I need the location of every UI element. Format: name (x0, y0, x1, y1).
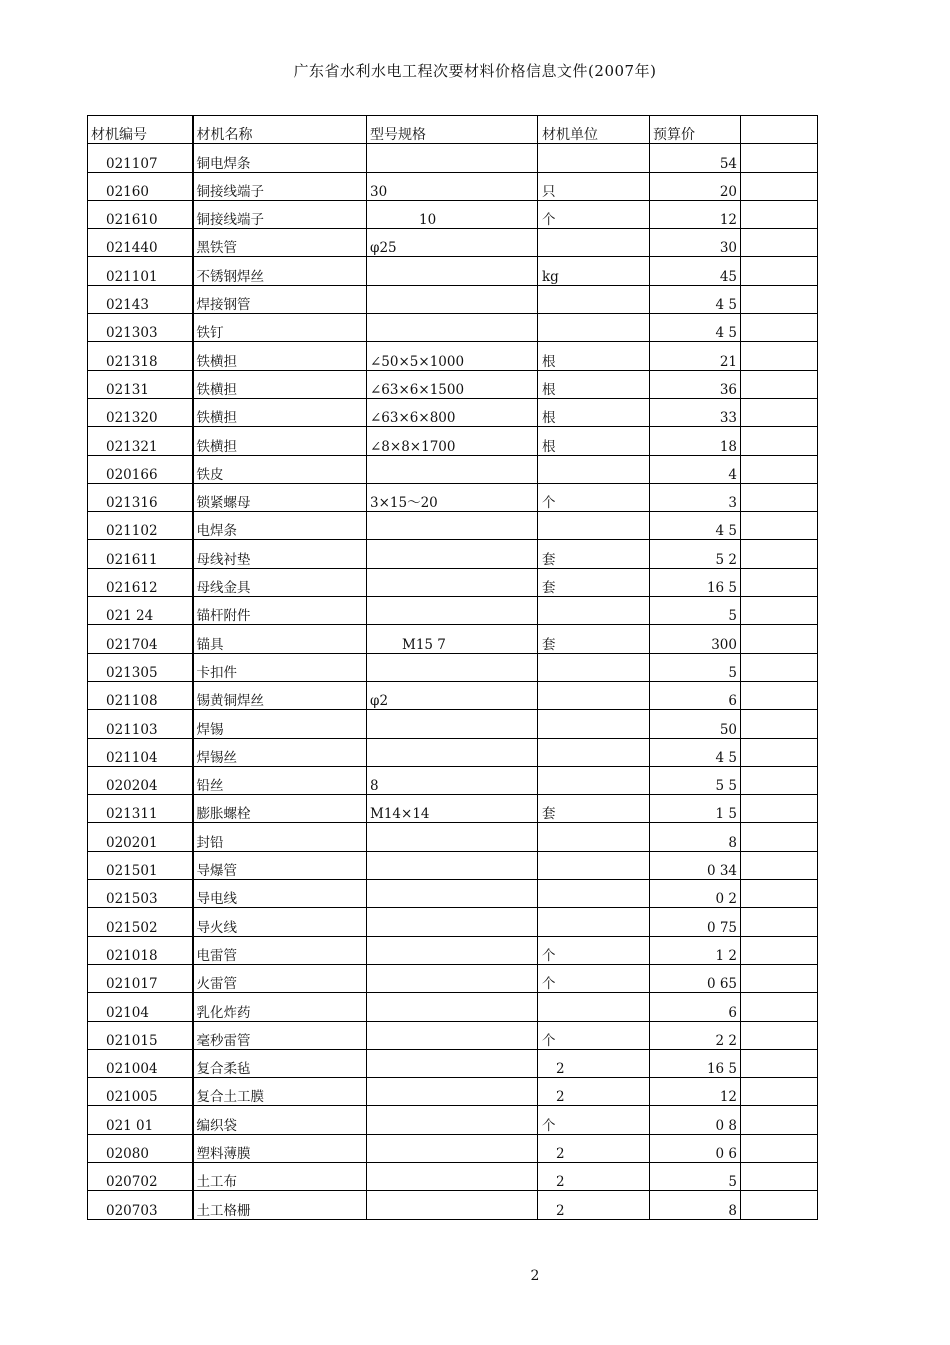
cell-code: 021316 (88, 483, 193, 511)
cell-spec (367, 710, 538, 738)
cell-price: 1 2 (650, 936, 741, 964)
cell-unit (538, 314, 650, 342)
cell-extra (741, 370, 818, 398)
cell-extra (741, 653, 818, 681)
cell-price: 20 (650, 172, 741, 200)
cell-spec: M14×14 (367, 795, 538, 823)
cell-code: 021015 (88, 1021, 193, 1049)
table-row (88, 1078, 818, 1106)
cell-extra (741, 1021, 818, 1049)
cell-unit: 个 (538, 936, 650, 964)
cell-price: 6 (650, 681, 741, 709)
cell-code: 021311 (88, 795, 193, 823)
cell-code: 021005 (88, 1078, 193, 1106)
cell-spec (367, 540, 538, 568)
cell-spec (367, 455, 538, 483)
cell-spec: ∠63×6×1500 (367, 370, 538, 398)
cell-extra (741, 285, 818, 313)
cell-price: 2 2 (650, 1021, 741, 1049)
cell-extra (741, 200, 818, 228)
cell-price: 54 (650, 144, 741, 172)
cell-price: 50 (650, 710, 741, 738)
cell-extra (741, 597, 818, 625)
cell-spec (367, 851, 538, 879)
cell-name: 导爆管 (193, 851, 367, 879)
cell-price: 5 5 (650, 766, 741, 794)
cell-name: 铁横担 (193, 342, 367, 370)
table-row (88, 1162, 818, 1190)
table-row (88, 144, 818, 172)
cell-name: 焊锡丝 (193, 738, 367, 766)
table-row (88, 200, 818, 228)
cell-name: 锁紧螺母 (193, 483, 367, 511)
cell-name: 铜电焊条 (193, 144, 367, 172)
cell-spec: ∠63×6×800 (367, 398, 538, 426)
page-title: 广东省水利水电工程次要材料价格信息文件(2007年) (293, 62, 657, 80)
cell-name: 卡扣件 (193, 653, 367, 681)
cell-extra (741, 398, 818, 426)
cell-spec (367, 1191, 538, 1219)
table-row (88, 342, 818, 370)
cell-extra (741, 427, 818, 455)
cell-price: 16 5 (650, 568, 741, 596)
cell-extra (741, 1078, 818, 1106)
cell-unit: 套 (538, 625, 650, 653)
table-row (88, 964, 818, 992)
cell-extra (741, 540, 818, 568)
cell-unit (538, 653, 650, 681)
table-row (88, 681, 818, 709)
cell-name: 复合柔毡 (193, 1049, 367, 1077)
cell-spec: M15 7 (367, 625, 538, 653)
cell-extra (741, 1106, 818, 1134)
header-code: 材机编号 (88, 116, 193, 144)
cell-spec: 30 (367, 172, 538, 200)
cell-extra (741, 880, 818, 908)
cell-name: 电焊条 (193, 512, 367, 540)
cell-spec (367, 144, 538, 172)
cell-name: 塑料薄膜 (193, 1134, 367, 1162)
table-row (88, 851, 818, 879)
cell-extra (741, 1134, 818, 1162)
cell-price: 0 34 (650, 851, 741, 879)
header-spec: 型号规格 (367, 116, 538, 144)
cell-extra (741, 314, 818, 342)
cell-code: 02143 (88, 285, 193, 313)
table-row (88, 285, 818, 313)
cell-extra (741, 1162, 818, 1190)
cell-extra (741, 738, 818, 766)
cell-unit: 根 (538, 342, 650, 370)
cell-spec: φ2 (367, 681, 538, 709)
table-row (88, 455, 818, 483)
cell-price: 4 (650, 455, 741, 483)
cell-unit: 套 (538, 540, 650, 568)
cell-price: 33 (650, 398, 741, 426)
table-row (88, 370, 818, 398)
cell-name: 焊接钢管 (193, 285, 367, 313)
table-row (88, 880, 818, 908)
page-number: 2 (530, 1268, 540, 1284)
cell-code: 021101 (88, 257, 193, 285)
cell-price: 8 (650, 823, 741, 851)
cell-extra (741, 823, 818, 851)
cell-extra (741, 681, 818, 709)
cell-extra (741, 568, 818, 596)
table-row (88, 483, 818, 511)
cell-unit: 2 (538, 1162, 650, 1190)
cell-name: 黑铁管 (193, 229, 367, 257)
cell-price: 0 65 (650, 964, 741, 992)
cell-code: 021 24 (88, 597, 193, 625)
cell-extra (741, 144, 818, 172)
cell-name: 毫秒雷管 (193, 1021, 367, 1049)
table-row (88, 540, 818, 568)
cell-unit: 2 (538, 1049, 650, 1077)
cell-unit: 套 (538, 568, 650, 596)
cell-code: 020204 (88, 766, 193, 794)
cell-code: 02104 (88, 993, 193, 1021)
cell-spec (367, 908, 538, 936)
table-row (88, 597, 818, 625)
cell-price: 5 (650, 1162, 741, 1190)
cell-extra (741, 512, 818, 540)
table-row (88, 1021, 818, 1049)
table-row (88, 398, 818, 426)
cell-name: 电雷管 (193, 936, 367, 964)
cell-spec: 8 (367, 766, 538, 794)
cell-code: 021303 (88, 314, 193, 342)
cell-spec (367, 568, 538, 596)
cell-price: 36 (650, 370, 741, 398)
cell-price: 30 (650, 229, 741, 257)
cell-price: 300 (650, 625, 741, 653)
cell-price: 45 (650, 257, 741, 285)
cell-name: 母线衬垫 (193, 540, 367, 568)
cell-code: 021318 (88, 342, 193, 370)
header-price: 预算价 (650, 116, 741, 144)
cell-name: 膨胀螺栓 (193, 795, 367, 823)
cell-spec (367, 993, 538, 1021)
table-header-row (88, 116, 818, 144)
cell-price: 3 (650, 483, 741, 511)
cell-extra (741, 964, 818, 992)
cell-name: 铅丝 (193, 766, 367, 794)
cell-name: 母线金具 (193, 568, 367, 596)
cell-code: 021018 (88, 936, 193, 964)
table-row (88, 314, 818, 342)
cell-price: 6 (650, 993, 741, 1021)
cell-unit (538, 144, 650, 172)
materials-price-table (87, 115, 818, 1220)
cell-spec (367, 823, 538, 851)
cell-unit: 个 (538, 483, 650, 511)
cell-code: 021503 (88, 880, 193, 908)
cell-name: 铁钉 (193, 314, 367, 342)
cell-code: 021004 (88, 1049, 193, 1077)
cell-code: 021321 (88, 427, 193, 455)
cell-spec: φ25 (367, 229, 538, 257)
cell-extra (741, 625, 818, 653)
cell-price: 4 5 (650, 285, 741, 313)
cell-extra (741, 229, 818, 257)
cell-spec (367, 597, 538, 625)
table-row (88, 1134, 818, 1162)
cell-price: 5 2 (650, 540, 741, 568)
cell-spec (367, 936, 538, 964)
cell-price: 16 5 (650, 1049, 741, 1077)
cell-price: 8 (650, 1191, 741, 1219)
cell-spec (367, 285, 538, 313)
cell-spec: 3×15～20 (367, 483, 538, 511)
table-row (88, 653, 818, 681)
cell-name: 锡黄铜焊丝 (193, 681, 367, 709)
cell-code: 021107 (88, 144, 193, 172)
cell-name: 复合土工膜 (193, 1078, 367, 1106)
cell-unit (538, 880, 650, 908)
table-row (88, 512, 818, 540)
table-row (88, 257, 818, 285)
cell-unit (538, 597, 650, 625)
cell-extra (741, 993, 818, 1021)
cell-unit: 2 (538, 1134, 650, 1162)
cell-code: 021305 (88, 653, 193, 681)
cell-name: 土工布 (193, 1162, 367, 1190)
header-unit: 材机单位 (538, 116, 650, 144)
cell-unit (538, 738, 650, 766)
cell-spec (367, 257, 538, 285)
cell-unit: 套 (538, 795, 650, 823)
cell-extra (741, 1191, 818, 1219)
cell-name: 焊锡 (193, 710, 367, 738)
cell-extra (741, 455, 818, 483)
cell-price: 5 (650, 597, 741, 625)
table-row (88, 1106, 818, 1134)
cell-spec (367, 738, 538, 766)
cell-code: 021704 (88, 625, 193, 653)
cell-name: 不锈钢焊丝 (193, 257, 367, 285)
cell-code: 021320 (88, 398, 193, 426)
cell-extra (741, 795, 818, 823)
cell-name: 导火线 (193, 908, 367, 936)
cell-spec: 10 (367, 200, 538, 228)
cell-name: 铁皮 (193, 455, 367, 483)
cell-code: 021501 (88, 851, 193, 879)
table-row (88, 568, 818, 596)
cell-name: 编织袋 (193, 1106, 367, 1134)
cell-code: 020166 (88, 455, 193, 483)
cell-price: 1 5 (650, 795, 741, 823)
table-row (88, 936, 818, 964)
cell-code: 02080 (88, 1134, 193, 1162)
cell-code: 021104 (88, 738, 193, 766)
cell-name: 火雷管 (193, 964, 367, 992)
cell-unit (538, 766, 650, 794)
cell-spec (367, 314, 538, 342)
cell-name: 铜接线端子 (193, 172, 367, 200)
cell-spec (367, 964, 538, 992)
cell-extra (741, 766, 818, 794)
table-row (88, 1049, 818, 1077)
cell-extra (741, 908, 818, 936)
cell-unit: 根 (538, 370, 650, 398)
cell-spec (367, 1162, 538, 1190)
cell-unit (538, 993, 650, 1021)
table-row (88, 823, 818, 851)
header-extra (741, 116, 818, 144)
cell-price: 4 5 (650, 314, 741, 342)
cell-code: 021611 (88, 540, 193, 568)
cell-name: 锚杆附件 (193, 597, 367, 625)
cell-price: 21 (650, 342, 741, 370)
cell-unit: 2 (538, 1191, 650, 1219)
table-row (88, 1191, 818, 1219)
cell-code: 021 01 (88, 1106, 193, 1134)
cell-name: 土工格栅 (193, 1191, 367, 1219)
table-row (88, 766, 818, 794)
cell-spec (367, 1049, 538, 1077)
cell-spec (367, 880, 538, 908)
cell-spec (367, 1021, 538, 1049)
cell-code: 021610 (88, 200, 193, 228)
cell-unit: 2 (538, 1078, 650, 1106)
cell-spec (367, 1134, 538, 1162)
cell-unit: 只 (538, 172, 650, 200)
table-row (88, 738, 818, 766)
cell-spec: ∠50×5×1000 (367, 342, 538, 370)
cell-spec (367, 512, 538, 540)
cell-unit: 个 (538, 1106, 650, 1134)
cell-unit (538, 285, 650, 313)
cell-code: 02160 (88, 172, 193, 200)
table-row (88, 229, 818, 257)
table-row (88, 795, 818, 823)
cell-unit (538, 455, 650, 483)
cell-code: 021103 (88, 710, 193, 738)
cell-unit (538, 908, 650, 936)
table-row (88, 993, 818, 1021)
table-row (88, 625, 818, 653)
cell-price: 4 5 (650, 738, 741, 766)
cell-name: 锚具 (193, 625, 367, 653)
cell-price: 0 75 (650, 908, 741, 936)
cell-price: 0 2 (650, 880, 741, 908)
cell-price: 0 8 (650, 1106, 741, 1134)
cell-name: 铁横担 (193, 398, 367, 426)
cell-name: 铁横担 (193, 427, 367, 455)
cell-price: 5 (650, 653, 741, 681)
cell-unit (538, 681, 650, 709)
cell-extra (741, 710, 818, 738)
cell-code: 021017 (88, 964, 193, 992)
cell-name: 乳化炸药 (193, 993, 367, 1021)
cell-extra (741, 1049, 818, 1077)
cell-unit (538, 851, 650, 879)
cell-code: 021108 (88, 681, 193, 709)
cell-extra (741, 172, 818, 200)
cell-unit (538, 710, 650, 738)
cell-name: 导电线 (193, 880, 367, 908)
table-row (88, 908, 818, 936)
cell-code: 021612 (88, 568, 193, 596)
header-name: 材机名称 (193, 116, 367, 144)
cell-unit (538, 823, 650, 851)
cell-price: 0 6 (650, 1134, 741, 1162)
cell-code: 02131 (88, 370, 193, 398)
cell-code: 021440 (88, 229, 193, 257)
cell-extra (741, 936, 818, 964)
cell-price: 4 5 (650, 512, 741, 540)
cell-unit (538, 512, 650, 540)
cell-extra (741, 342, 818, 370)
cell-code: 021102 (88, 512, 193, 540)
cell-extra (741, 257, 818, 285)
cell-extra (741, 851, 818, 879)
table-row (88, 172, 818, 200)
cell-unit: 根 (538, 398, 650, 426)
cell-price: 18 (650, 427, 741, 455)
cell-unit: 根 (538, 427, 650, 455)
cell-name: 封铅 (193, 823, 367, 851)
cell-code: 020703 (88, 1191, 193, 1219)
cell-extra (741, 483, 818, 511)
cell-unit: kg (538, 257, 650, 285)
cell-spec (367, 1078, 538, 1106)
cell-name: 铁横担 (193, 370, 367, 398)
cell-unit (538, 229, 650, 257)
cell-spec (367, 653, 538, 681)
cell-name: 铜接线端子 (193, 200, 367, 228)
cell-price: 12 (650, 200, 741, 228)
cell-unit: 个 (538, 200, 650, 228)
cell-code: 020702 (88, 1162, 193, 1190)
cell-price: 12 (650, 1078, 741, 1106)
table-row (88, 710, 818, 738)
cell-code: 021502 (88, 908, 193, 936)
cell-unit: 个 (538, 1021, 650, 1049)
cell-code: 020201 (88, 823, 193, 851)
cell-spec: ∠8×8×1700 (367, 427, 538, 455)
table-row (88, 427, 818, 455)
cell-unit: 个 (538, 964, 650, 992)
cell-spec (367, 1106, 538, 1134)
